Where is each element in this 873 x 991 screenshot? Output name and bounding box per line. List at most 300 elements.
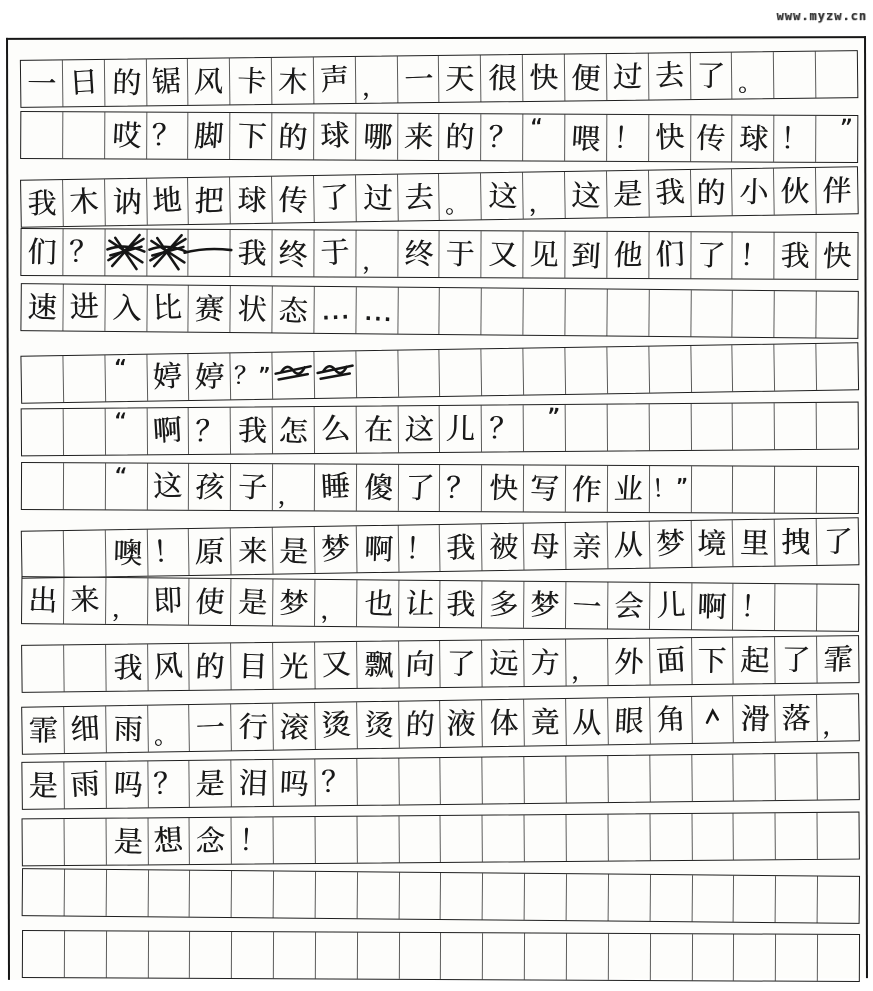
grid-cell-character <box>608 697 651 744</box>
grid-cell-character <box>189 229 231 275</box>
grid-cell-character <box>399 700 442 747</box>
handwritten-character: “ <box>112 407 127 437</box>
handwritten-character: 哪 <box>362 118 393 154</box>
grid-cell-empty <box>399 932 441 978</box>
grid-cell-character <box>816 167 858 214</box>
handwritten-character: 落 <box>781 700 811 735</box>
handwritten-character: 了 <box>822 523 853 559</box>
grid-cell-character <box>315 759 357 805</box>
handwritten-character: 起 <box>740 642 771 678</box>
grid-cell-empty <box>22 531 65 578</box>
grid-cell-empty <box>232 931 274 977</box>
handwritten-character: 出 <box>27 581 58 617</box>
grid-cell-empty <box>775 584 817 630</box>
handwritten-character: 卡 <box>236 63 267 99</box>
handwritten-character: 方 <box>530 645 560 680</box>
grid-cell-character <box>440 113 482 159</box>
grid-cell-character <box>775 637 817 683</box>
handwritten-character: ？ <box>487 118 519 155</box>
grid-cell-empty <box>607 346 650 393</box>
handwritten-character: 里 <box>739 525 770 560</box>
grid-cell-character <box>356 113 398 159</box>
grid-cell-empty <box>692 934 734 980</box>
grid-cell-character <box>105 530 148 577</box>
grid-cell-character <box>692 638 734 684</box>
handwritten-character: 液 <box>446 705 476 740</box>
grid-cell-character <box>774 168 817 215</box>
grid-cell-character <box>357 641 399 687</box>
handwritten-character: 面 <box>654 641 686 678</box>
grid-cell-character <box>566 465 608 511</box>
grid-cell-character <box>105 59 147 105</box>
grid-row <box>21 752 860 810</box>
grid-cell-character <box>524 465 566 511</box>
grid-cell-character <box>440 580 482 626</box>
grid-cell-empty <box>565 347 608 394</box>
grid-cell-empty <box>650 934 692 980</box>
handwritten-character: 脚 <box>193 117 225 153</box>
grid-cell-character <box>439 56 481 102</box>
grid-cell-character <box>147 463 189 509</box>
handwritten-character: 日 <box>67 63 99 100</box>
handwritten-character: ？ <box>152 764 185 801</box>
handwritten-character: ， <box>528 191 552 218</box>
handwritten-character: 于 <box>445 235 476 271</box>
handwritten-character: 的 <box>404 705 435 742</box>
grid-cell-character <box>188 177 231 224</box>
grid-cell-character <box>608 465 650 511</box>
grid-row <box>20 283 858 339</box>
grid-cell-empty <box>399 873 441 919</box>
handwritten-character: 一 <box>26 65 57 101</box>
grid-cell-empty <box>608 875 650 921</box>
grid-cell-character <box>189 463 231 509</box>
handwritten-character: ” <box>838 113 854 143</box>
grid-cell-character <box>147 354 190 401</box>
grid-cell-empty <box>733 403 775 449</box>
handwritten-character: 角 <box>654 700 687 737</box>
grid-cell-character <box>482 581 524 627</box>
handwritten-character: 。 <box>152 722 177 750</box>
handwritten-character: 境 <box>697 526 727 561</box>
handwritten-character: 的 <box>194 648 226 684</box>
handwritten-character: ， <box>822 712 847 740</box>
grid-cell-character <box>440 524 483 571</box>
handwritten-character: “ <box>112 461 128 492</box>
grid-cell-empty <box>148 931 190 977</box>
grid-cell-empty <box>107 931 149 977</box>
grid-cell-character <box>482 465 524 511</box>
grid-cell-empty <box>357 758 399 804</box>
grid-cell-character <box>315 464 357 510</box>
grid-cell-character <box>63 229 105 275</box>
handwritten-character: ” <box>546 402 561 433</box>
handwritten-character: 在 <box>362 411 394 447</box>
grid-cell-empty <box>774 52 816 98</box>
handwritten-character: 球 <box>319 116 350 153</box>
grid-cell-empty <box>274 932 316 978</box>
handwritten-character: 霏 <box>28 712 58 747</box>
grid-cell-character <box>648 53 690 99</box>
grid-cell-empty <box>483 933 525 979</box>
grid-cell-character <box>691 583 733 629</box>
grid-cell-character <box>774 115 816 161</box>
grid-row <box>21 635 860 693</box>
grid-cell-character <box>231 463 273 509</box>
grid-cell-empty <box>483 815 525 861</box>
handwritten-character: 原 <box>194 533 226 569</box>
handwritten-character: 木 <box>67 183 100 220</box>
grid-cell-character <box>106 818 148 864</box>
grid-cell-character <box>482 405 524 451</box>
handwritten-character: 了 <box>446 646 476 681</box>
grid-cell-character <box>397 56 439 102</box>
grid-cell-character <box>732 52 774 98</box>
handwritten-character: 远 <box>488 645 520 681</box>
grid-cell-character <box>481 114 523 160</box>
handwritten-character: 一 <box>195 709 226 745</box>
handwritten-character: 我 <box>112 649 143 685</box>
handwritten-character: ， <box>570 658 595 686</box>
handwritten-character: ？ <box>68 232 99 268</box>
grid-cell-empty <box>608 756 650 802</box>
grid-cell-empty <box>148 870 190 916</box>
grid-cell-character <box>649 115 691 161</box>
handwritten-character: 风 <box>152 647 184 684</box>
grid-cell-character <box>147 229 189 275</box>
grid-row <box>21 461 859 513</box>
handwritten-character: ！ <box>739 588 771 624</box>
handwritten-character: … <box>362 292 394 328</box>
grid-cell-character <box>230 177 273 224</box>
handwritten-character: 的 <box>445 118 476 154</box>
grid-cell-character <box>441 700 484 747</box>
handwritten-character: 又 <box>487 235 519 272</box>
grid-cell-empty <box>524 757 566 803</box>
handwritten-character: 传 <box>696 119 727 155</box>
grid-cell-character <box>105 354 148 401</box>
grid-cell-character <box>398 113 440 159</box>
grid-cell-empty <box>316 872 358 918</box>
grid-cell-character <box>733 520 776 567</box>
grid-cell-character <box>482 524 525 571</box>
grid-cell-character <box>64 762 106 808</box>
handwritten-character: ！ <box>611 119 644 155</box>
grid-cell-character <box>565 54 607 100</box>
handwritten-character: 梦 <box>319 530 351 567</box>
grid-cell-character <box>189 353 232 400</box>
handwritten-character: 会 <box>612 587 645 623</box>
grid-cell-empty <box>691 466 733 512</box>
grid-cell-character <box>649 521 692 568</box>
grid-cell-character <box>733 637 775 683</box>
grid-cell-character <box>356 230 398 276</box>
grid-cell-character <box>106 705 149 752</box>
grid-cell-character <box>440 406 482 452</box>
grid-cell-empty <box>607 290 649 336</box>
grid-row <box>22 929 860 981</box>
grid-cell-character <box>566 582 608 628</box>
grid-cell-character <box>147 529 190 576</box>
grid-cell-character <box>314 57 356 103</box>
grid-cell-empty <box>22 409 64 455</box>
grid-cell-character <box>356 56 398 102</box>
handwritten-character: 风 <box>193 63 225 99</box>
grid-cell-character <box>273 579 315 625</box>
handwritten-character: 怎 <box>278 413 309 449</box>
grid-cell-character <box>608 639 650 685</box>
grid-cell-empty <box>399 815 441 861</box>
grid-cell-empty <box>775 466 817 512</box>
grid-cell-character <box>64 577 106 623</box>
grid-cell-empty <box>565 289 607 335</box>
handwritten-character: 是 <box>112 823 143 859</box>
handwritten-character: 进 <box>68 288 100 324</box>
grid-cell-empty <box>650 755 692 801</box>
handwritten-character: ？ <box>488 410 519 446</box>
grid-cell-character <box>272 176 315 223</box>
grid-cell-character <box>147 408 189 454</box>
handwritten-character: 去 <box>653 56 685 93</box>
handwritten-character: 啊 <box>152 411 184 448</box>
handwritten-character: 细 <box>69 709 101 746</box>
strike-dash-icon <box>189 229 230 275</box>
grid-cell-character <box>21 284 63 330</box>
grid-cell-character <box>148 818 190 864</box>
grid-cell-character <box>189 286 231 332</box>
grid-cell-character <box>523 172 566 219</box>
grid-row <box>21 693 860 754</box>
handwritten-character: 雨 <box>112 710 143 746</box>
grid-cell-character <box>231 528 274 575</box>
handwritten-character: 我 <box>446 585 477 621</box>
handwritten-character: 是 <box>28 767 58 803</box>
grid-cell-character <box>356 175 399 222</box>
handwritten-character: 小 <box>739 174 770 209</box>
handwritten-character: 烫 <box>320 705 352 742</box>
grid-cell-character <box>691 520 734 567</box>
handwritten-character: 让 <box>403 585 435 621</box>
grid-cell-character <box>272 113 314 159</box>
grid-cell-empty <box>650 813 692 859</box>
handwritten-character: 的 <box>277 118 309 155</box>
grid-cell-character <box>231 407 273 453</box>
grid-cell-empty <box>775 343 818 390</box>
grid-cell-character <box>315 407 357 453</box>
grid-cell-character <box>692 696 735 743</box>
grid-cell-empty <box>358 932 400 978</box>
handwritten-character: 来 <box>402 118 434 154</box>
grid-cell-empty <box>649 345 692 392</box>
handwritten-character: 是 <box>612 175 643 212</box>
handwritten-character: 儿 <box>654 586 686 622</box>
handwritten-character: 亲 <box>571 528 602 564</box>
grid-cell-empty <box>63 112 105 158</box>
grid-cell-empty <box>650 875 692 921</box>
grid-cell-empty <box>23 930 65 976</box>
handwritten-character: 终 <box>402 235 435 271</box>
handwritten-character: 伴 <box>821 172 853 208</box>
handwritten-character: 婷 <box>151 357 184 394</box>
grid-cell-character <box>190 704 233 751</box>
handwritten-character: ？ <box>320 762 352 799</box>
grid-cell-character <box>106 577 148 623</box>
grid-cell-character <box>272 57 314 103</box>
handwritten-character: ， <box>111 596 136 624</box>
grid-cell-character <box>607 114 649 160</box>
handwritten-character: 母 <box>529 528 560 563</box>
grid-cell-character <box>148 705 191 752</box>
grid-cell-character <box>148 578 190 624</box>
handwritten-character: 于 <box>319 233 351 270</box>
handwritten-character: 球 <box>738 119 770 156</box>
grid-cell-empty <box>482 348 525 395</box>
grid-cell-empty <box>398 288 440 334</box>
grid-cell-character <box>523 55 565 101</box>
grid-cell-character <box>189 528 232 575</box>
grid-cell-empty <box>440 288 482 334</box>
handwritten-character: 被 <box>488 529 519 564</box>
grid-cell-character <box>398 406 440 452</box>
grid-cell-empty <box>274 817 316 863</box>
grid-row <box>20 227 858 279</box>
grid-cell-character <box>440 464 482 510</box>
grid-row <box>20 110 858 162</box>
grid-cell-character <box>188 112 230 158</box>
grid-cell-empty <box>566 756 608 802</box>
handwritten-character: 子 <box>237 468 268 504</box>
grid-cell-character <box>272 230 314 276</box>
grid-cell-character <box>21 228 63 274</box>
handwritten-character: 下 <box>236 117 268 153</box>
handwritten-character: 又 <box>320 645 352 682</box>
handwritten-character: 飘 <box>363 646 394 682</box>
handwritten-character: 过 <box>612 58 643 94</box>
handwritten-character: 一 <box>571 587 603 624</box>
handwritten-character: 婷 <box>194 358 225 394</box>
handwritten-character: 了 <box>403 469 435 505</box>
grid-row <box>20 342 859 403</box>
grid-cell-character <box>817 636 858 682</box>
grid-cell-character <box>190 817 232 863</box>
handwritten-character: 啊 <box>697 588 728 623</box>
grid-cell-character <box>21 60 63 106</box>
handwritten-character: ！ <box>403 530 435 566</box>
handwritten-character: 伙 <box>780 173 810 208</box>
handwritten-character: 很 <box>487 60 518 96</box>
handwritten-character: 滚 <box>278 708 310 744</box>
grid-row <box>20 166 859 227</box>
grid-cell-character <box>817 518 859 565</box>
handwritten-character: 入 <box>111 289 143 326</box>
grid-cell-character <box>231 229 273 275</box>
grid-cell-empty <box>692 875 734 921</box>
grid-cell-empty <box>441 873 483 919</box>
handwritten-character: ， <box>361 75 386 103</box>
grid-cell-empty <box>817 584 858 630</box>
handwritten-character: 声 <box>318 60 350 97</box>
grid-cell-empty <box>64 645 106 691</box>
handwritten-character: 快 <box>488 469 520 506</box>
grid-cell-empty <box>776 812 818 858</box>
scribble-small-icon <box>272 352 314 399</box>
handwritten-character: 我 <box>27 185 57 220</box>
handwritten-character: 写 <box>529 470 560 505</box>
grid-cell-character <box>357 701 400 748</box>
grid-cell-character <box>607 231 649 277</box>
handwritten-character: “ <box>529 112 545 143</box>
handwritten-character: 态 <box>277 292 309 328</box>
grid-cell-empty <box>63 355 106 402</box>
handwritten-character: ？ <box>445 469 476 505</box>
grid-cell-empty <box>775 291 817 337</box>
grid-cell-empty <box>525 814 567 860</box>
handwritten-character: 哎 <box>111 116 142 153</box>
grid-cell-empty <box>649 290 691 336</box>
grid-cell-character <box>273 642 315 688</box>
site-watermark: www.myzw.cn <box>776 9 867 23</box>
handwritten-character: 傻 <box>362 469 394 505</box>
grid-cell-empty <box>734 934 776 980</box>
grid-cell-empty <box>65 931 107 977</box>
grid-cell-character <box>399 641 441 687</box>
grid-cell-character <box>63 60 105 106</box>
grid-cell-character <box>524 698 567 745</box>
handwritten-character: 雨 <box>69 765 101 802</box>
grid-cell-empty <box>22 462 64 508</box>
grid-cell-character <box>356 406 398 452</box>
handwritten-character: 讷 <box>111 184 142 219</box>
grid-cell-empty <box>734 754 776 800</box>
handwritten-character: 快 <box>528 60 559 95</box>
grid-cell-character <box>399 580 441 626</box>
grid-cell-empty <box>691 404 733 450</box>
grid-cell-empty <box>817 466 858 512</box>
grid-cell-character <box>230 112 272 158</box>
grid-cell-character <box>816 232 857 278</box>
grid-cell-character <box>273 407 315 453</box>
handwritten-character: ？ <box>151 115 183 152</box>
grid-cell-character <box>189 578 231 624</box>
handwritten-character: 了 <box>696 236 727 272</box>
grid-cell-empty <box>64 818 106 864</box>
grid-cell-empty <box>816 343 858 390</box>
grid-cell-empty <box>776 934 818 980</box>
grid-cell-character <box>146 59 188 105</box>
grid-cell-empty <box>357 816 399 862</box>
grid-cell-empty <box>315 816 357 862</box>
handwritten-character: 目 <box>237 648 269 684</box>
grid-cell-character <box>733 583 775 629</box>
grid-cell-character <box>231 579 273 625</box>
grid-cell-character <box>189 643 231 689</box>
grid-cell-empty <box>398 349 441 396</box>
caret-mark-icon <box>692 696 734 743</box>
handwritten-character: 的 <box>696 175 726 210</box>
grid-cell-empty <box>649 404 691 450</box>
handwritten-character: 使 <box>194 583 226 619</box>
grid-cell-empty <box>817 403 858 449</box>
handwritten-character: 们 <box>26 233 57 269</box>
grid-cell-character <box>733 695 776 742</box>
grid-cell-empty <box>817 753 858 799</box>
grid-cell-character <box>565 171 608 218</box>
grid-cell-character <box>231 352 274 399</box>
grid-cell-character <box>147 112 189 158</box>
grid-cell-empty <box>190 871 232 917</box>
grid-cell-character <box>272 286 314 332</box>
handwritten-character: 把 <box>193 182 225 218</box>
